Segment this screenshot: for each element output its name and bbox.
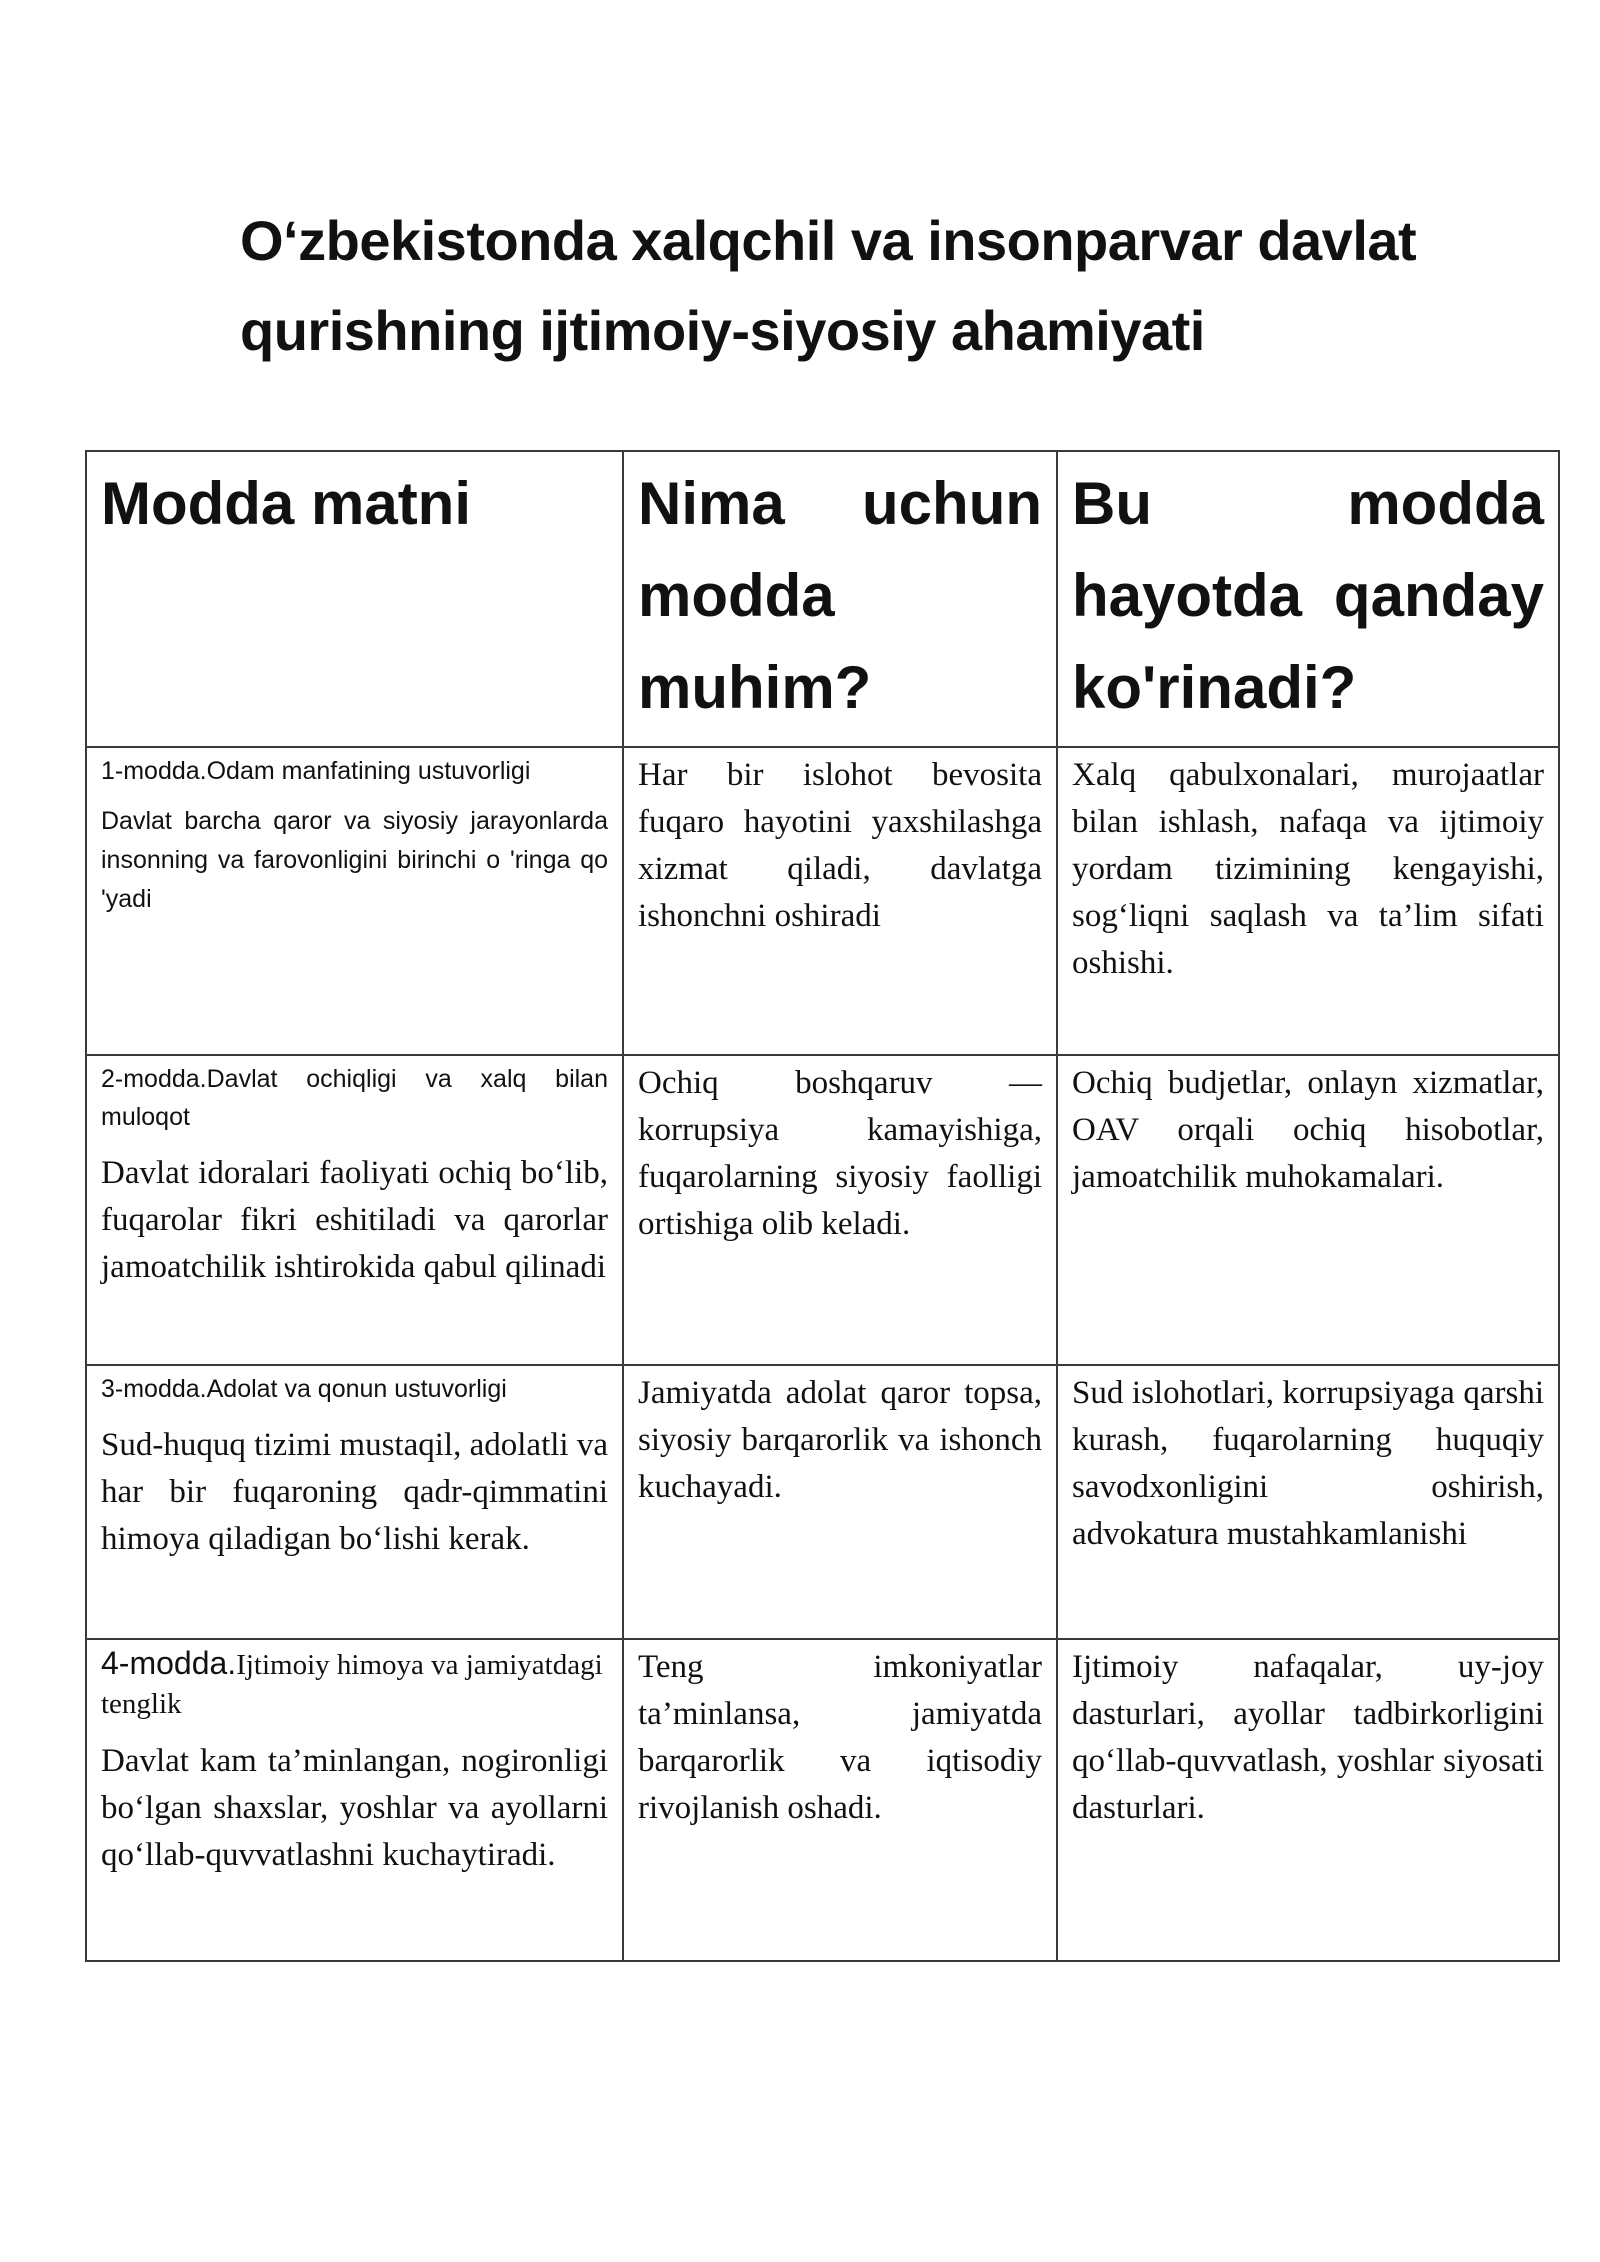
article-title: 3-modda.Adolat va qonun ustuvorligi: [101, 1375, 507, 1403]
how-text: Ijtimoiy nafaqalar, uy-joy dasturlari, ayollar tadbirkorligini qo‘llab-quvvatlash, yoshlar siyosati dasturlari.: [1072, 1649, 1544, 1826]
article-cell: [86, 1365, 623, 1639]
how-text: Sud islohotlari, korrupsiyaga qarshi kurash, fuqarolarning huquqiy savodxonligini oshirish, advokatura mustahkamlanishi: [1072, 1375, 1544, 1552]
page-title: O‘zbekistonda xalqchil va insonparvar davlat qurishning ijtimoiy-siyosiy ahamiyati: [240, 209, 1417, 362]
how-text: Xalq qabulxonalari, murojaatlar bilan ishlash, nafaqa va ijtimoiy yordam tizimining kengayishi, sog‘liqni saqlash va ta’lim sifati oshishi.: [1072, 757, 1544, 981]
article-number: 4-modda.: [101, 1645, 237, 1681]
why-text: Ochiq boshqaruv — korrupsiya kamayishiga, fuqarolarning siyosiy faolligi ortishiga olib keladi.: [638, 1065, 1042, 1242]
why-text: Har bir islohot bevosita fuqaro hayotini yaxshilashga xizmat qiladi, davlatga ishonchni oshiradi: [638, 757, 1042, 934]
header-cell-why-important: [623, 451, 1057, 747]
table-row: [86, 747, 1559, 1055]
article-cell: [86, 747, 623, 1055]
how-cell: [1057, 747, 1559, 1055]
table-row: [86, 1365, 1559, 1639]
table-row: [86, 1639, 1559, 1961]
why-cell: [623, 1055, 1057, 1365]
article-text: Sud-huquq tizimi mustaqil, adolatli va har bir fuqaroning qadr-qimmatini himoya qiladigan bo‘lishi kerak.: [101, 1427, 608, 1557]
how-cell: [1057, 1365, 1559, 1639]
article-cell: [86, 1639, 623, 1961]
why-text: Jamiyatda adolat qaror topsa, siyosiy barqarorlik va ishonch kuchayadi.: [638, 1375, 1042, 1505]
why-text: Teng imkoniyatlar ta’minlansa, jamiyatda barqarorlik va iqtisodiy rivojlanish oshadi.: [638, 1649, 1042, 1826]
article-title: 2-modda.Davlat ochiqligi va xalq bilan muloqot: [101, 1065, 608, 1131]
header-label: Nima uchun modda muhim?: [638, 470, 1042, 721]
article-text: Davlat idoralari faoliyati ochiq bo‘lib, fuqarolar fikri eshitiladi va qarorlar jamoatchilik ishtirokida qabul qilinadi: [101, 1155, 608, 1285]
article-title: [101, 1644, 608, 1724]
how-cell: [1057, 1639, 1559, 1961]
why-cell: [623, 747, 1057, 1055]
table-header-row: [86, 451, 1559, 747]
header-label: Modda matni: [101, 470, 471, 537]
header-label: Bu modda hayotda qanday ko'rinadi?: [1072, 470, 1544, 721]
article-text: Davlat kam ta’minlangan, nogironligi bo‘lgan shaxslar, yoshlar va ayollarni qo‘llab-quvvatlashni kuchaytiradi.: [101, 1743, 608, 1873]
how-text: Ochiq budjetlar, onlayn xizmatlar, OAV orqali ochiq hisobotlar, jamoatchilik muhokamalari.: [1072, 1065, 1544, 1195]
how-cell: [1057, 1055, 1559, 1365]
article-title: 1-modda.Odam manfatining ustuvorligi: [101, 757, 531, 785]
header-cell-article-text: [86, 451, 623, 747]
article-text: Davlat barcha qaror va siyosiy jarayonlarda insonning va farovonligini birinchi o 'ringa qo 'yadi: [101, 807, 608, 913]
table-row: [86, 1055, 1559, 1365]
header-cell-how-it-appears: [1057, 451, 1559, 747]
article-title-text: Ijtimoiy himoya va jamiyatdagi tenglik: [101, 1649, 603, 1720]
articles-table: [85, 450, 1560, 1962]
article-cell: [86, 1055, 623, 1365]
why-cell: [623, 1365, 1057, 1639]
why-cell: [623, 1639, 1057, 1961]
